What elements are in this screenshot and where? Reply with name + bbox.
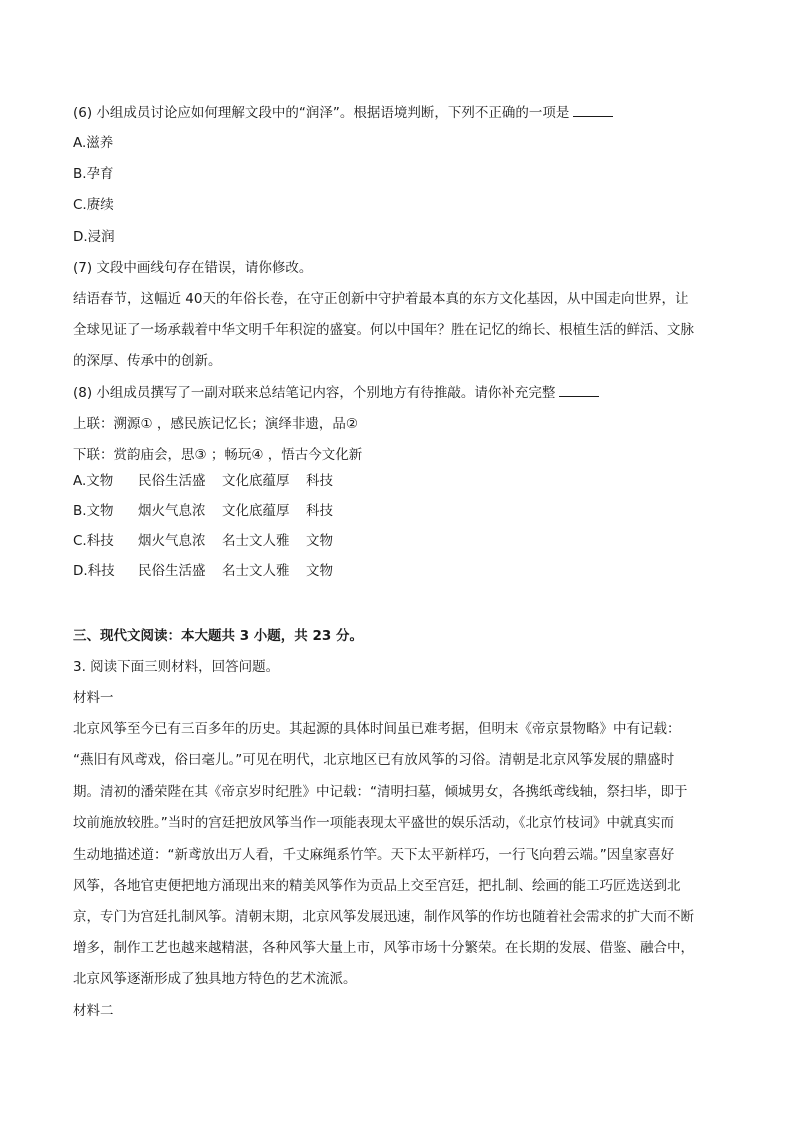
material-line: 风筝，各地官吏便把地方涌现出来的精美风筝作为贡品上交至宫廷，把扎制、绘画的能工巧匠选送到北	[73, 878, 681, 894]
section-heading: 三、现代文阅读：本大题共 3 小题，共 23 分。	[73, 628, 363, 644]
q8-option-c: C.科技 烟火气息浓 名士文人雅 文物	[73, 533, 333, 549]
material-line: 北京风筝至今已有三百多年的历史。其起源的具体时间虽已难考据，但明末《帝京景物略》中有记载：	[73, 721, 681, 737]
q6-option-b: B.孕育	[73, 166, 114, 182]
material-line: “燕旧有风鸢戏，俗曰毫儿。”可见在明代，北京地区已有放风筝的习俗。清朝是北京风筝发展的鼎盛时	[73, 752, 675, 768]
q6-stem: (6) 小组成员讨论应如何理解文段中的“润泽”。根据语境判断，下列不正确的一项是	[73, 103, 734, 123]
q8-lower-couplet: 下联：赏韵庙会，思③ ；畅玩④ ，悟古今文化新	[73, 447, 363, 463]
q6-option-c: C.赓续	[73, 197, 114, 213]
material-title: 材料一	[73, 690, 114, 706]
answer-blank	[559, 384, 599, 397]
q7-passage-line: 全球见证了一场承载着中华文明千年积淀的盛宴。何以中国年？胜在记忆的绵长、根植生活的鲜活、文脉	[73, 322, 694, 338]
q8-upper-couplet: 上联：溯源① ，感民族记忆长；演绎非遗，品②	[73, 416, 358, 432]
material-line: 北京风筝逐渐形成了独具地方特色的艺术流派。	[73, 971, 357, 987]
q6-option-d: D.浸润	[73, 229, 115, 245]
material-line: 坟前施放较胜。”当时的宫廷把放风筝当作一项能表现太平盛世的娱乐活动，《北京竹枝词》中就真实而	[73, 815, 674, 831]
q7-passage-line: 结语春节，这幅近 40天的年俗长卷，在守正创新中守护着最本真的东方文化基因，从中国走向世界，让	[73, 291, 689, 307]
question-intro: 3. 阅读下面三则材料，回答问题。	[73, 659, 280, 675]
q8-option-b: B.文物 烟火气息浓 文化底蕴厚 科技	[73, 503, 333, 519]
q8-stem: (8) 小组成员撰写了一副对联来总结笔记内容，个别地方有待推敲。请你补充完整	[73, 383, 734, 403]
answer-blank	[573, 104, 613, 117]
material-line: 生动地描述道：“新鸢放出万人看，千丈麻绳系竹竿。天下太平新样巧，一行飞向碧云端。”因皇家喜好	[73, 847, 675, 863]
material-line: 增多，制作工艺也越来越精湛，各种风筝大量上市，风筝市场十分繁荣。在长期的发展、借鉴、融合中，	[73, 940, 694, 956]
q7-passage-line: 的深厚、传承中的创新。	[73, 353, 222, 369]
material-title: 材料二	[73, 1003, 114, 1019]
material-line: 京，专门为宫廷扎制风筝。清朝末期，北京风筝发展迅速，制作风筝的作坊也随着社会需求的扩大而不断	[73, 909, 694, 925]
q6-option-a: A.滋养	[73, 135, 114, 151]
material-line: 期。清初的潘荣陛在其《帝京岁时纪胜》中记载：“清明扫墓，倾城男女，各携纸鸢线轴，祭扫毕，即于	[73, 784, 688, 800]
q8-option-d: D.科技 民俗生活盛 名士文人雅 文物	[73, 563, 333, 579]
q8-option-a: A.文物 民俗生活盛 文化底蕴厚 科技	[73, 473, 333, 489]
q7-stem: (7) 文段中画线句存在错误，请你修改。	[73, 260, 313, 276]
